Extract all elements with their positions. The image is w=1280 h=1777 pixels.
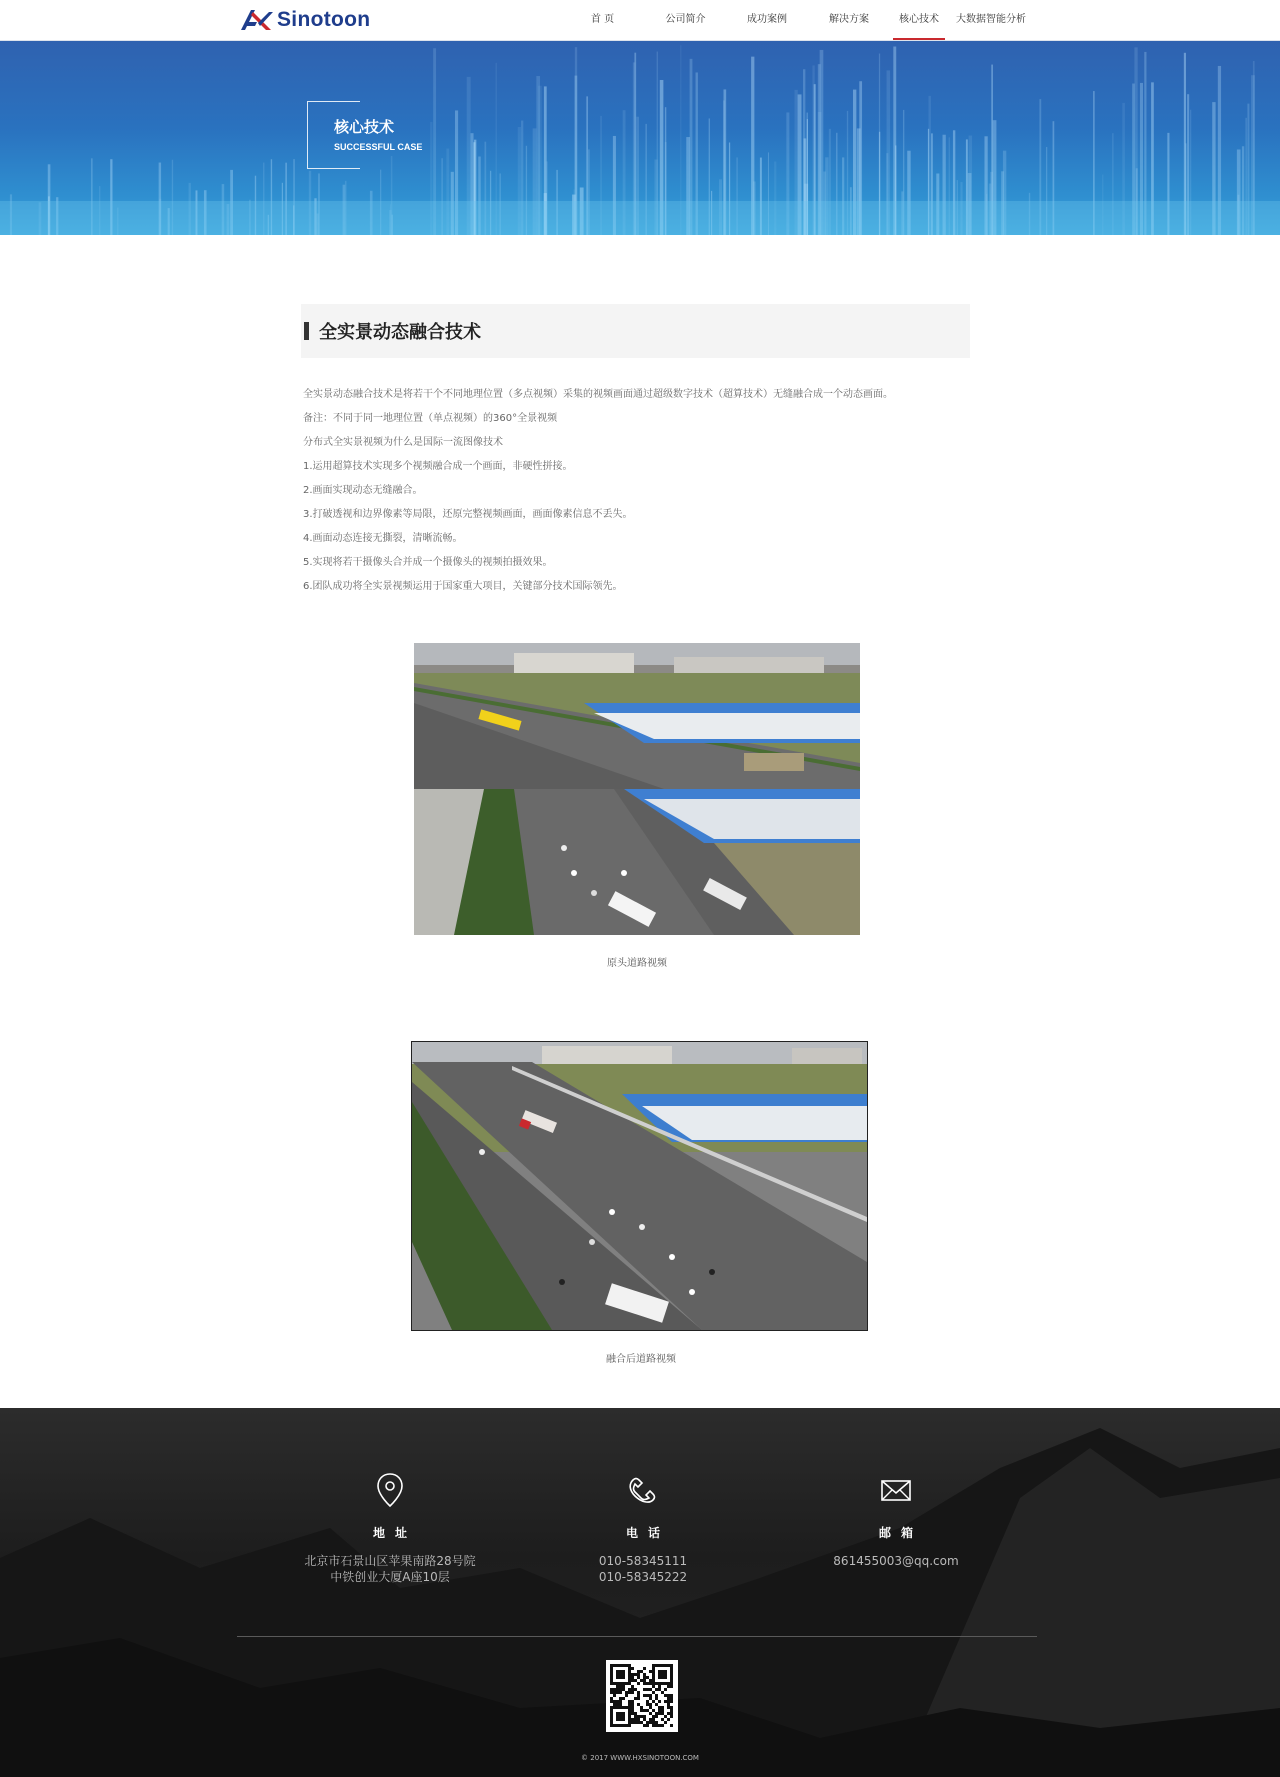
list-item: 2.画面实现动态无缝融合。 bbox=[303, 485, 423, 496]
heading-accent-bar bbox=[304, 322, 309, 340]
nav-item-about[interactable]: 公司简介 bbox=[665, 14, 706, 25]
nav-item-big-data[interactable]: 大数据智能分析 bbox=[956, 14, 1026, 25]
section-heading bbox=[301, 304, 970, 358]
list-item: 4.画面动态连接无撕裂，清晰流畅。 bbox=[303, 533, 463, 544]
address-line: 北京市石景山区苹果南路28号院 bbox=[304, 1554, 476, 1568]
site-footer bbox=[0, 1408, 1280, 1777]
nav-item-solutions[interactable]: 解决方案 bbox=[829, 14, 869, 25]
location-pin-icon bbox=[370, 1470, 410, 1510]
brand-logo[interactable] bbox=[239, 6, 370, 34]
figure-caption: 融合后道路视频 bbox=[606, 1354, 676, 1365]
article-body bbox=[303, 383, 983, 599]
section-title: 全实景动态融合技术 bbox=[319, 322, 481, 343]
contact-label: 邮箱 bbox=[878, 1526, 923, 1540]
fused-road-video-image bbox=[411, 1041, 868, 1331]
original-road-video-image bbox=[414, 643, 860, 935]
contact-address bbox=[300, 1470, 480, 1585]
qr-code-image bbox=[606, 1660, 678, 1732]
contact-label: 电话 bbox=[625, 1526, 670, 1540]
main-nav bbox=[560, 0, 1034, 40]
paragraph: 备注：不同于同一地理位置（单点视频）的360°全景视频 bbox=[303, 413, 558, 424]
mail-icon bbox=[876, 1470, 916, 1510]
banner-title: 核心技术 bbox=[334, 118, 395, 136]
list-item: 3.打破透视和边界像素等局限，还原完整视频画面，画面像素信息不丢失。 bbox=[303, 509, 633, 520]
nav-item-home[interactable]: 首 页 bbox=[590, 14, 615, 25]
contact-phone bbox=[553, 1470, 733, 1585]
nav-item-cases[interactable]: 成功案例 bbox=[747, 14, 787, 25]
contact-label: 地址 bbox=[372, 1526, 417, 1540]
phone-number[interactable]: 010-58345222 bbox=[598, 1570, 688, 1584]
paragraph: 分布式全实景视频为什么是国际一流图像技术 bbox=[303, 437, 503, 448]
phone-number[interactable]: 010-58345111 bbox=[598, 1554, 688, 1568]
list-item: 1.运用超算技术实现多个视频融合成一个画面，非硬性拼接。 bbox=[303, 461, 573, 472]
address-line: 中铁创业大厦A座10层 bbox=[330, 1570, 450, 1584]
email-address[interactable]: 861455003@qq.com bbox=[833, 1554, 959, 1568]
nav-item-core-tech[interactable]: 核心技术 bbox=[890, 0, 948, 40]
figure-caption: 原头道路视频 bbox=[607, 958, 667, 969]
brand-name: Sinotoon bbox=[277, 8, 371, 31]
site-header bbox=[0, 0, 1280, 41]
contact-email bbox=[806, 1470, 986, 1569]
copyright-text: © 2017 WWW.HXSINOTOON.COM bbox=[581, 1754, 699, 1762]
logo-mark-icon bbox=[239, 8, 273, 32]
paragraph: 全实景动态融合技术是将若干个不同地理位置（多点视频）采集的视频画面通过超级数字技术（超算技术）无缝融合成一个动态画面。 bbox=[303, 389, 893, 400]
list-item: 6.团队成功将全实景视频运用于国家重大项目，关键部分技术国际领先。 bbox=[303, 581, 623, 592]
banner-subtitle: SUCCESSFUL CASE bbox=[334, 142, 423, 152]
banner-background-graphic bbox=[0, 41, 1280, 235]
footer-divider bbox=[237, 1636, 1037, 1637]
phone-icon bbox=[623, 1470, 663, 1510]
hero-banner bbox=[0, 41, 1280, 235]
list-item: 5.实现将若干摄像头合并成一个摄像头的视频拍摄效果。 bbox=[303, 557, 553, 568]
